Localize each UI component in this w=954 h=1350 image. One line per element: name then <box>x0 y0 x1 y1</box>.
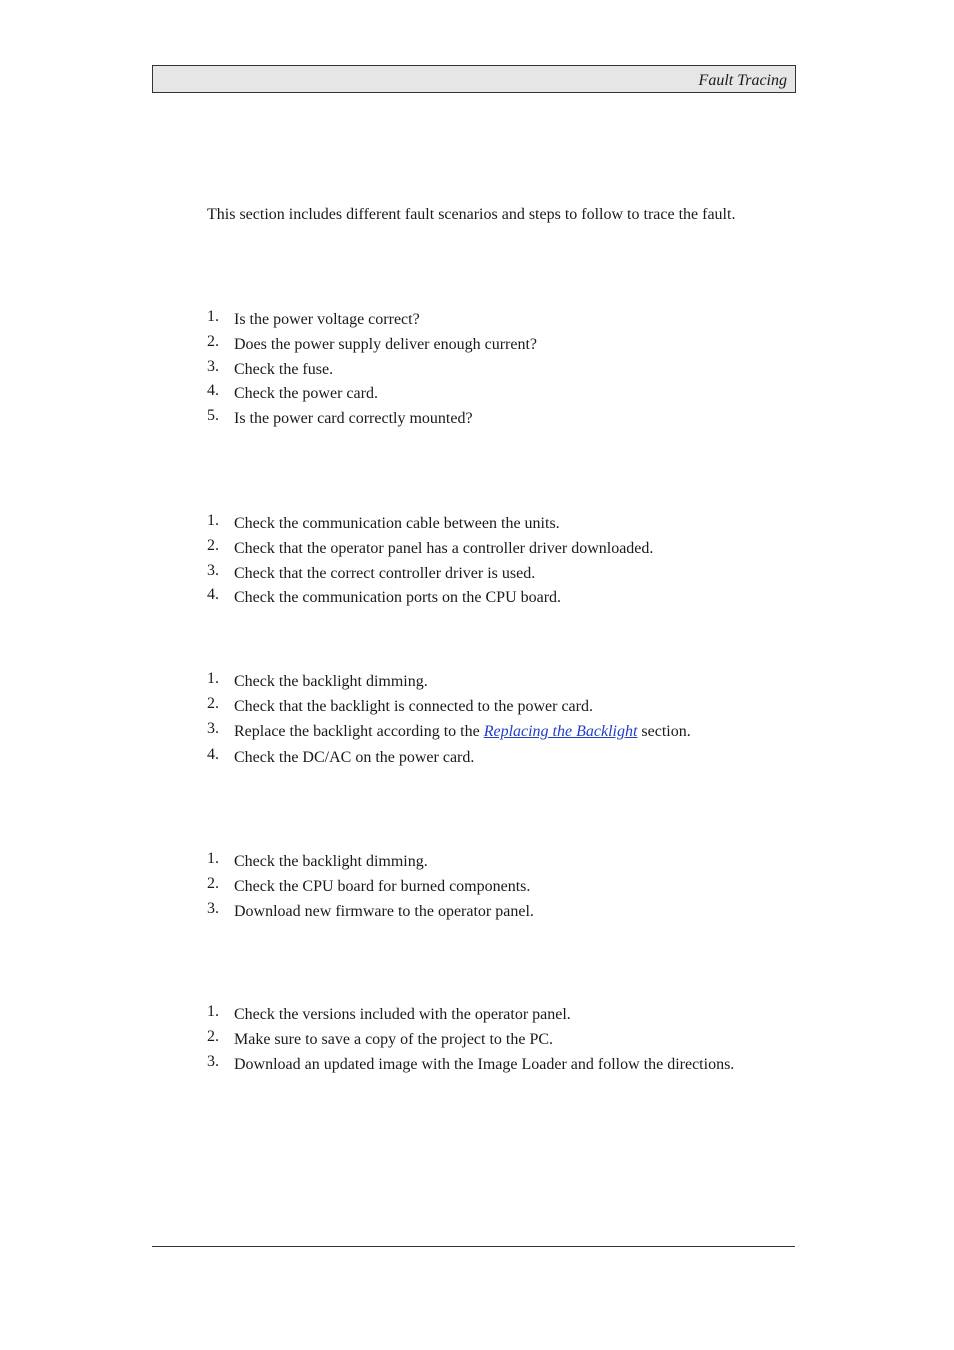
list-item <box>207 852 534 877</box>
list-item <box>207 1027 734 1055</box>
list-item <box>207 748 691 773</box>
step-text: Check the communication ports on the CPU board. <box>234 589 562 607</box>
step-text: Check the communication cable between the units. <box>234 515 560 532</box>
list-item <box>207 514 653 539</box>
step-number: 4. <box>207 586 219 604</box>
step-number: 3. <box>207 561 219 579</box>
backlight-steps-list <box>207 672 691 773</box>
step-text: Check the fuse. <box>234 360 334 378</box>
list-item <box>207 899 534 927</box>
step-text: Check the backlight dimming. <box>234 853 428 870</box>
step-text: Does the power supply deliver enough current? <box>234 335 538 353</box>
list-item <box>207 357 537 385</box>
running-header <box>152 65 796 93</box>
step-number: 1. <box>207 670 219 687</box>
step-text: Is the power card correctly mounted? <box>234 410 473 428</box>
step-text: Check that the correct controller driver is used. <box>234 564 536 582</box>
step-text: Check that the operator panel has a controller driver downloaded. <box>234 539 654 557</box>
step-number: 2. <box>207 536 219 554</box>
list-item <box>207 588 653 613</box>
list-item <box>207 310 537 335</box>
list-item <box>207 719 691 749</box>
step-number: 2. <box>207 874 219 892</box>
step-text: Is the power voltage correct? <box>234 311 420 328</box>
list-item <box>207 384 537 409</box>
step-text: Check that the backlight is connected to the power card. <box>234 697 593 715</box>
list-item <box>207 409 537 434</box>
list-item <box>207 672 691 697</box>
step-number: 2. <box>207 1027 219 1045</box>
footer-divider <box>152 1246 795 1247</box>
step-text: Download new firmware to the operator panel. <box>234 902 534 920</box>
step-number: 4. <box>207 382 219 400</box>
step-number: 4. <box>207 746 219 764</box>
power-steps-list <box>207 310 537 434</box>
step-number: 1. <box>207 1003 219 1020</box>
step-number: 3. <box>207 357 219 375</box>
step-text: Check the versions included with the operator panel. <box>234 1006 571 1023</box>
step-text: Check the backlight dimming. <box>234 673 428 690</box>
step-number: 1. <box>207 308 219 325</box>
step-number: 3. <box>207 899 219 917</box>
communication-steps-list <box>207 514 653 613</box>
step-number: 1. <box>207 512 219 529</box>
step-text: Check the power card. <box>234 385 378 403</box>
list-item <box>207 332 538 360</box>
step-text-prefix: Replace the backlight according to the <box>234 722 484 740</box>
step-text: Check the DC/AC on the power card. <box>234 749 475 767</box>
list-item <box>207 1005 734 1030</box>
step-number: 5. <box>207 407 219 425</box>
list-item <box>207 1052 735 1080</box>
list-item <box>207 561 653 589</box>
intro-paragraph: This section includes different fault scenarios and steps to follow to trace the fault. <box>207 206 736 223</box>
image-steps-list <box>207 1005 734 1079</box>
step-text-suffix: section. <box>637 722 691 740</box>
step-text: Download an updated image with the Image Loader and follow the directions. <box>234 1055 735 1073</box>
header-title: Fault Tracing <box>698 72 787 89</box>
cpu-steps-list <box>207 852 534 926</box>
replacing-backlight-link[interactable]: Replacing the Backlight <box>483 722 638 740</box>
step-text: Make sure to save a copy of the project to the PC. <box>234 1030 554 1048</box>
step-number: 3. <box>207 719 219 737</box>
list-item <box>207 694 691 722</box>
step-number: 2. <box>207 332 219 350</box>
step-number: 2. <box>207 694 219 712</box>
step-number: 3. <box>207 1052 219 1070</box>
step-number: 1. <box>207 850 219 867</box>
step-text: Check the CPU board for burned components. <box>234 877 531 895</box>
list-item <box>207 874 534 902</box>
list-item <box>207 536 654 564</box>
